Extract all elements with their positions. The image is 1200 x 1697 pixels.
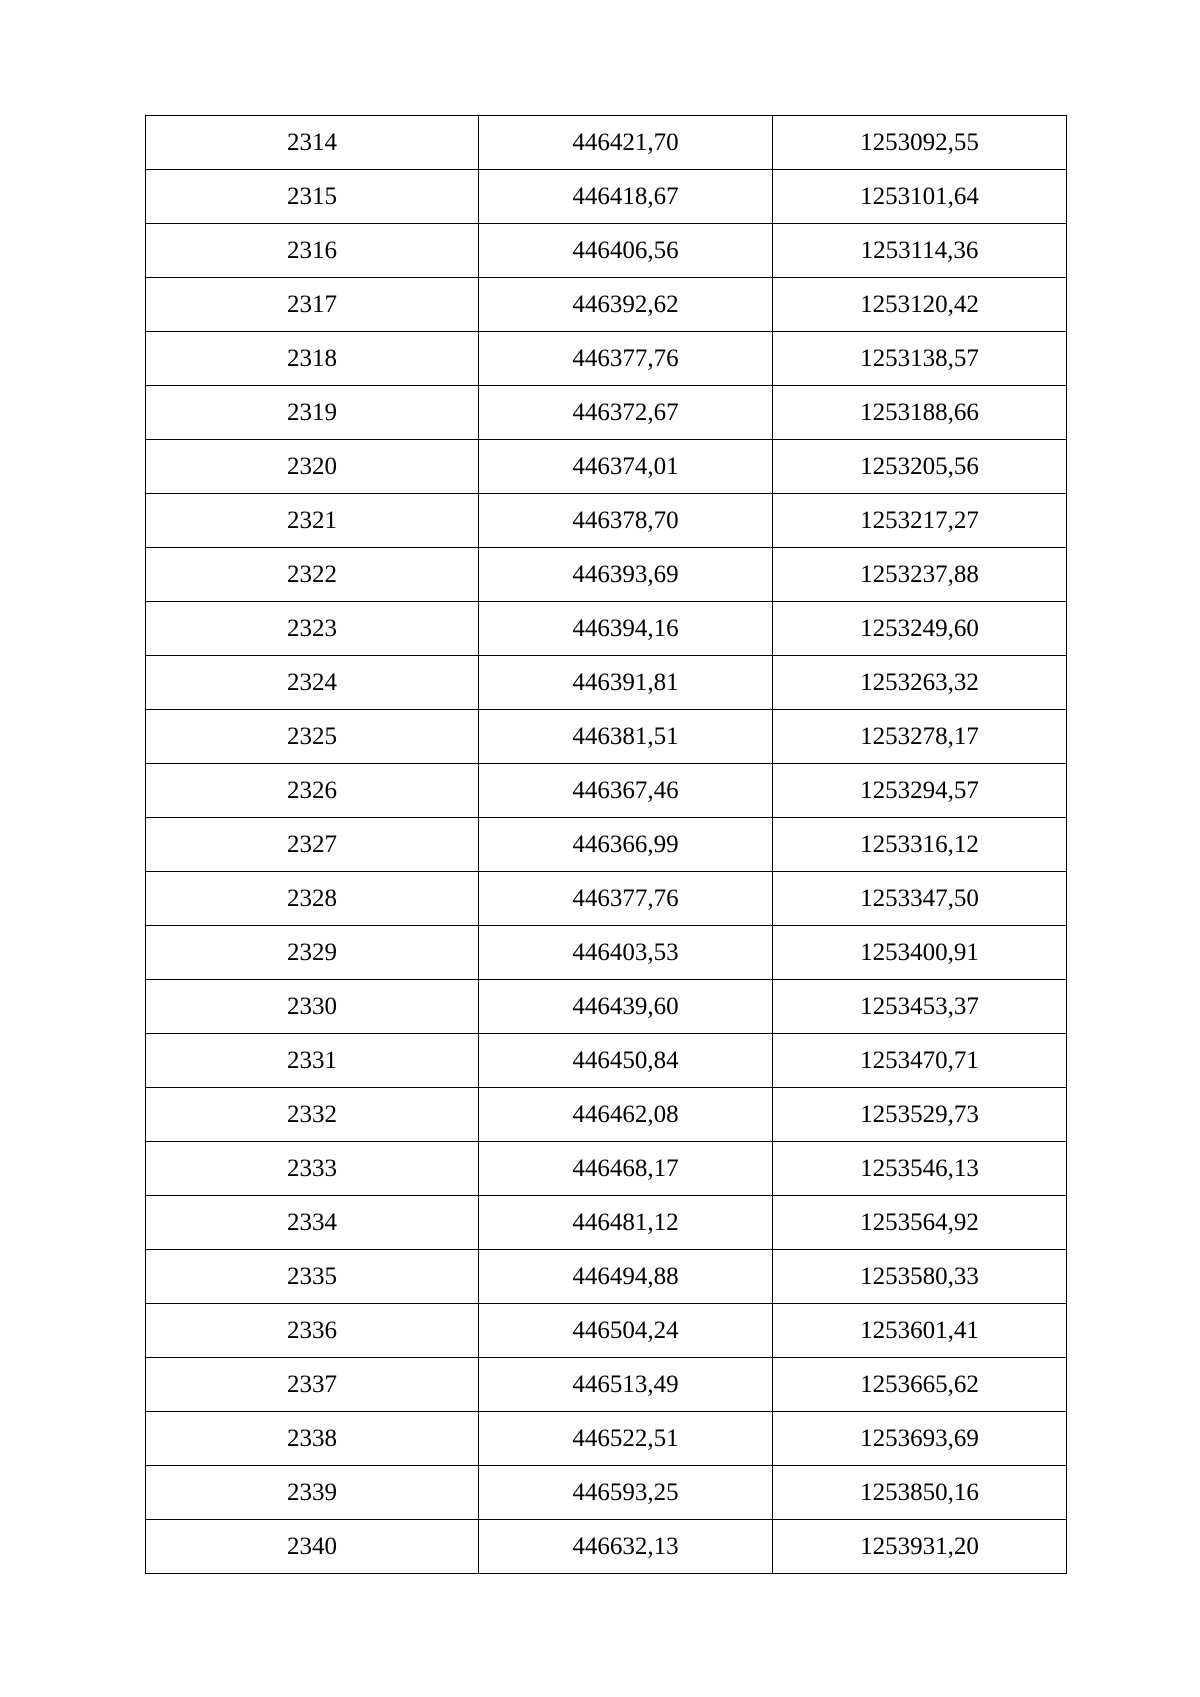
table-row [146,170,1067,224]
y-coordinate-cell: 1253850,16 [773,1466,1067,1520]
table-row [146,1520,1067,1574]
y-coordinate-cell: 1253217,27 [773,494,1067,548]
table-row [146,1412,1067,1466]
table-row [146,980,1067,1034]
point-number-cell: 2338 [146,1412,479,1466]
point-number-cell: 2319 [146,386,479,440]
table-row [146,386,1067,440]
y-coordinate-cell: 1253101,64 [773,170,1067,224]
table-row [146,710,1067,764]
coordinates-table-body [146,116,1067,1574]
y-coordinate-cell: 1253347,50 [773,872,1067,926]
y-coordinate-cell: 1253564,92 [773,1196,1067,1250]
point-number-cell: 2325 [146,710,479,764]
point-number-cell: 2328 [146,872,479,926]
y-coordinate-cell: 1253237,88 [773,548,1067,602]
table-row [146,548,1067,602]
table-row [146,764,1067,818]
x-coordinate-cell: 446366,99 [479,818,773,872]
table-row [146,1304,1067,1358]
point-number-cell: 2332 [146,1088,479,1142]
x-coordinate-cell: 446513,49 [479,1358,773,1412]
y-coordinate-cell: 1253114,36 [773,224,1067,278]
table-row [146,224,1067,278]
point-number-cell: 2334 [146,1196,479,1250]
y-coordinate-cell: 1253188,66 [773,386,1067,440]
y-coordinate-cell: 1253693,69 [773,1412,1067,1466]
y-coordinate-cell: 1253546,13 [773,1142,1067,1196]
table-row [146,1088,1067,1142]
point-number-cell: 2339 [146,1466,479,1520]
y-coordinate-cell: 1253092,55 [773,116,1067,170]
point-number-cell: 2327 [146,818,479,872]
x-coordinate-cell: 446372,67 [479,386,773,440]
table-row [146,278,1067,332]
point-number-cell: 2322 [146,548,479,602]
table-row [146,440,1067,494]
table-row [146,332,1067,386]
y-coordinate-cell: 1253120,42 [773,278,1067,332]
point-number-cell: 2315 [146,170,479,224]
y-coordinate-cell: 1253278,17 [773,710,1067,764]
table-row [146,494,1067,548]
point-number-cell: 2317 [146,278,479,332]
x-coordinate-cell: 446378,70 [479,494,773,548]
table-row [146,1034,1067,1088]
x-coordinate-cell: 446381,51 [479,710,773,764]
x-coordinate-cell: 446450,84 [479,1034,773,1088]
x-coordinate-cell: 446421,70 [479,116,773,170]
x-coordinate-cell: 446462,08 [479,1088,773,1142]
point-number-cell: 2314 [146,116,479,170]
y-coordinate-cell: 1253400,91 [773,926,1067,980]
y-coordinate-cell: 1253316,12 [773,818,1067,872]
point-number-cell: 2320 [146,440,479,494]
table-row [146,116,1067,170]
table-row [146,602,1067,656]
coordinates-table [145,115,1067,1574]
table-row [146,656,1067,710]
y-coordinate-cell: 1253138,57 [773,332,1067,386]
y-coordinate-cell: 1253294,57 [773,764,1067,818]
point-number-cell: 2324 [146,656,479,710]
x-coordinate-cell: 446377,76 [479,872,773,926]
x-coordinate-cell: 446392,62 [479,278,773,332]
table-row [146,1250,1067,1304]
x-coordinate-cell: 446393,69 [479,548,773,602]
x-coordinate-cell: 446439,60 [479,980,773,1034]
point-number-cell: 2335 [146,1250,479,1304]
table-row [146,926,1067,980]
point-number-cell: 2316 [146,224,479,278]
point-number-cell: 2323 [146,602,479,656]
x-coordinate-cell: 446632,13 [479,1520,773,1574]
x-coordinate-cell: 446391,81 [479,656,773,710]
point-number-cell: 2329 [146,926,479,980]
point-number-cell: 2331 [146,1034,479,1088]
y-coordinate-cell: 1253665,62 [773,1358,1067,1412]
x-coordinate-cell: 446367,46 [479,764,773,818]
point-number-cell: 2340 [146,1520,479,1574]
point-number-cell: 2321 [146,494,479,548]
y-coordinate-cell: 1253263,32 [773,656,1067,710]
point-number-cell: 2337 [146,1358,479,1412]
x-coordinate-cell: 446481,12 [479,1196,773,1250]
y-coordinate-cell: 1253601,41 [773,1304,1067,1358]
x-coordinate-cell: 446418,67 [479,170,773,224]
point-number-cell: 2333 [146,1142,479,1196]
x-coordinate-cell: 446403,53 [479,926,773,980]
table-row [146,872,1067,926]
table-row [146,1142,1067,1196]
point-number-cell: 2330 [146,980,479,1034]
y-coordinate-cell: 1253249,60 [773,602,1067,656]
table-row [146,1358,1067,1412]
y-coordinate-cell: 1253453,37 [773,980,1067,1034]
x-coordinate-cell: 446374,01 [479,440,773,494]
x-coordinate-cell: 446468,17 [479,1142,773,1196]
point-number-cell: 2336 [146,1304,479,1358]
x-coordinate-cell: 446522,51 [479,1412,773,1466]
x-coordinate-cell: 446504,24 [479,1304,773,1358]
x-coordinate-cell: 446494,88 [479,1250,773,1304]
y-coordinate-cell: 1253205,56 [773,440,1067,494]
point-number-cell: 2326 [146,764,479,818]
table-row [146,1466,1067,1520]
y-coordinate-cell: 1253931,20 [773,1520,1067,1574]
y-coordinate-cell: 1253580,33 [773,1250,1067,1304]
table-row [146,1196,1067,1250]
x-coordinate-cell: 446394,16 [479,602,773,656]
y-coordinate-cell: 1253470,71 [773,1034,1067,1088]
x-coordinate-cell: 446377,76 [479,332,773,386]
y-coordinate-cell: 1253529,73 [773,1088,1067,1142]
table-row [146,818,1067,872]
x-coordinate-cell: 446406,56 [479,224,773,278]
x-coordinate-cell: 446593,25 [479,1466,773,1520]
point-number-cell: 2318 [146,332,479,386]
